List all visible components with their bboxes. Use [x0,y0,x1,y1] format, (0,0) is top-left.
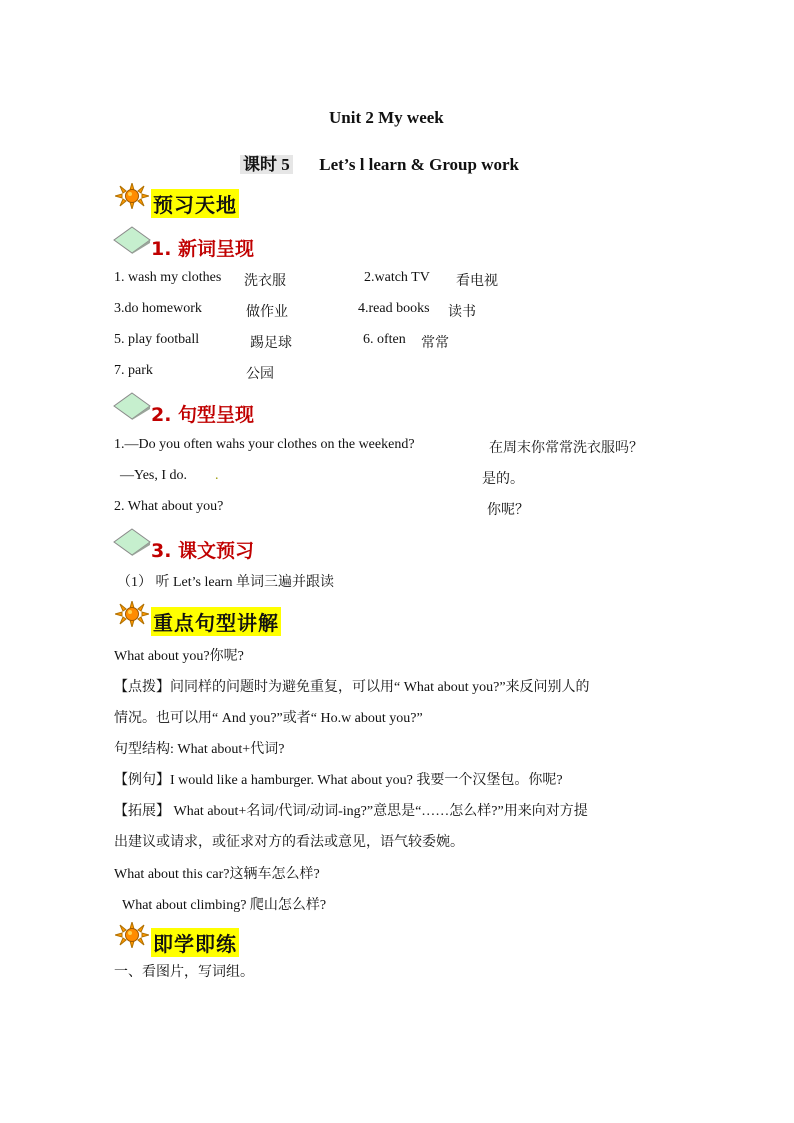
section-key-sentence-heading: 重点句型讲解 [151,607,281,636]
page-title: Unit 2 My week [329,108,444,127]
patterns-heading: 2. 句型呈现 [151,404,255,426]
vocab-item-cn: 做作业 [246,305,288,320]
pattern-question-2: 2. What about you? [114,499,224,514]
vocab-item: 2.watch TV [364,270,430,285]
vocab-item-cn: 踢足球 [250,336,292,351]
vocab-item-cn: 读书 [448,305,476,320]
vocab-heading: 1. 新词呈现 [151,238,255,260]
section-preview-heading: 预习天地 [151,189,239,218]
lesson-name: Let’s l learn & Group work [319,155,519,174]
sun-icon [115,601,149,627]
pattern-question-2-cn: 你呢？ [487,503,529,518]
explanation-tip: 【点拨】问同样的问题时为避免重复，可以用“ What about you?”来反问别人的 [114,680,590,695]
pattern-answer-cn: 是的。 [482,472,524,487]
text-preview-heading: 3. 课文预习 [151,540,255,562]
explanation-example-2: What about climbing? 爬山怎么样? [122,898,327,913]
pattern-answer: —Yes, I do. [120,468,188,483]
vocab-item-cn: 公园 [246,367,274,382]
pattern-question: 1.—Do you often wahs your clothes on the weekend? [114,437,415,452]
explanation-structure: 句型结构: What about+代词? [114,742,285,757]
vocab-item: 6. often [363,332,406,347]
vocab-item: 7. park [114,363,153,378]
explanation-line: What about you?你呢? [114,649,244,664]
sun-icon [115,183,149,209]
vocab-item: 1. wash my clothes [114,270,222,285]
pattern-answer-dot: . [215,468,219,483]
diamond-icon [113,528,151,556]
diamond-icon [113,226,151,254]
vocab-item-cn: 洗衣服 [244,274,286,289]
vocab-item: 5. play football [114,332,200,347]
lesson-subtitle [240,150,519,175]
vocab-item-cn: 常常 [421,336,449,351]
text-preview-item: （1） 听 Let’s learn 单词三遍并跟读 [117,575,334,590]
explanation-tip-cont: 情况。也可以用“ And you?”或者“ Ho.w about you?” [114,711,423,726]
explanation-example-1: What about this car?这辆车怎么样? [114,867,320,882]
vocab-item-cn: 看电视 [456,274,498,289]
explanation-extend-cont: 出建议或请求，或征求对方的看法或意见，语气较委婉。 [114,835,464,850]
vocab-item: 4.read books [358,301,430,316]
section-practice-heading: 即学即练 [151,928,239,957]
pattern-question-cn: 在周末你常常洗衣服吗？ [489,441,643,456]
diamond-icon [113,392,151,420]
exercise-instruction: 一、看图片，写词组。 [114,965,254,980]
explanation-example: 【例句】I would like a hamburger. What about you? 我要一个汉堡包。你呢? [114,773,563,788]
vocab-item: 3.do homework [114,301,202,316]
lesson-number: 课时 5 [240,155,293,174]
sun-icon [115,922,149,948]
explanation-extend: 【拓展】 What about+名词/代词/动词-ing?”意思是“……怎么样?”用来向对方提 [114,804,588,819]
